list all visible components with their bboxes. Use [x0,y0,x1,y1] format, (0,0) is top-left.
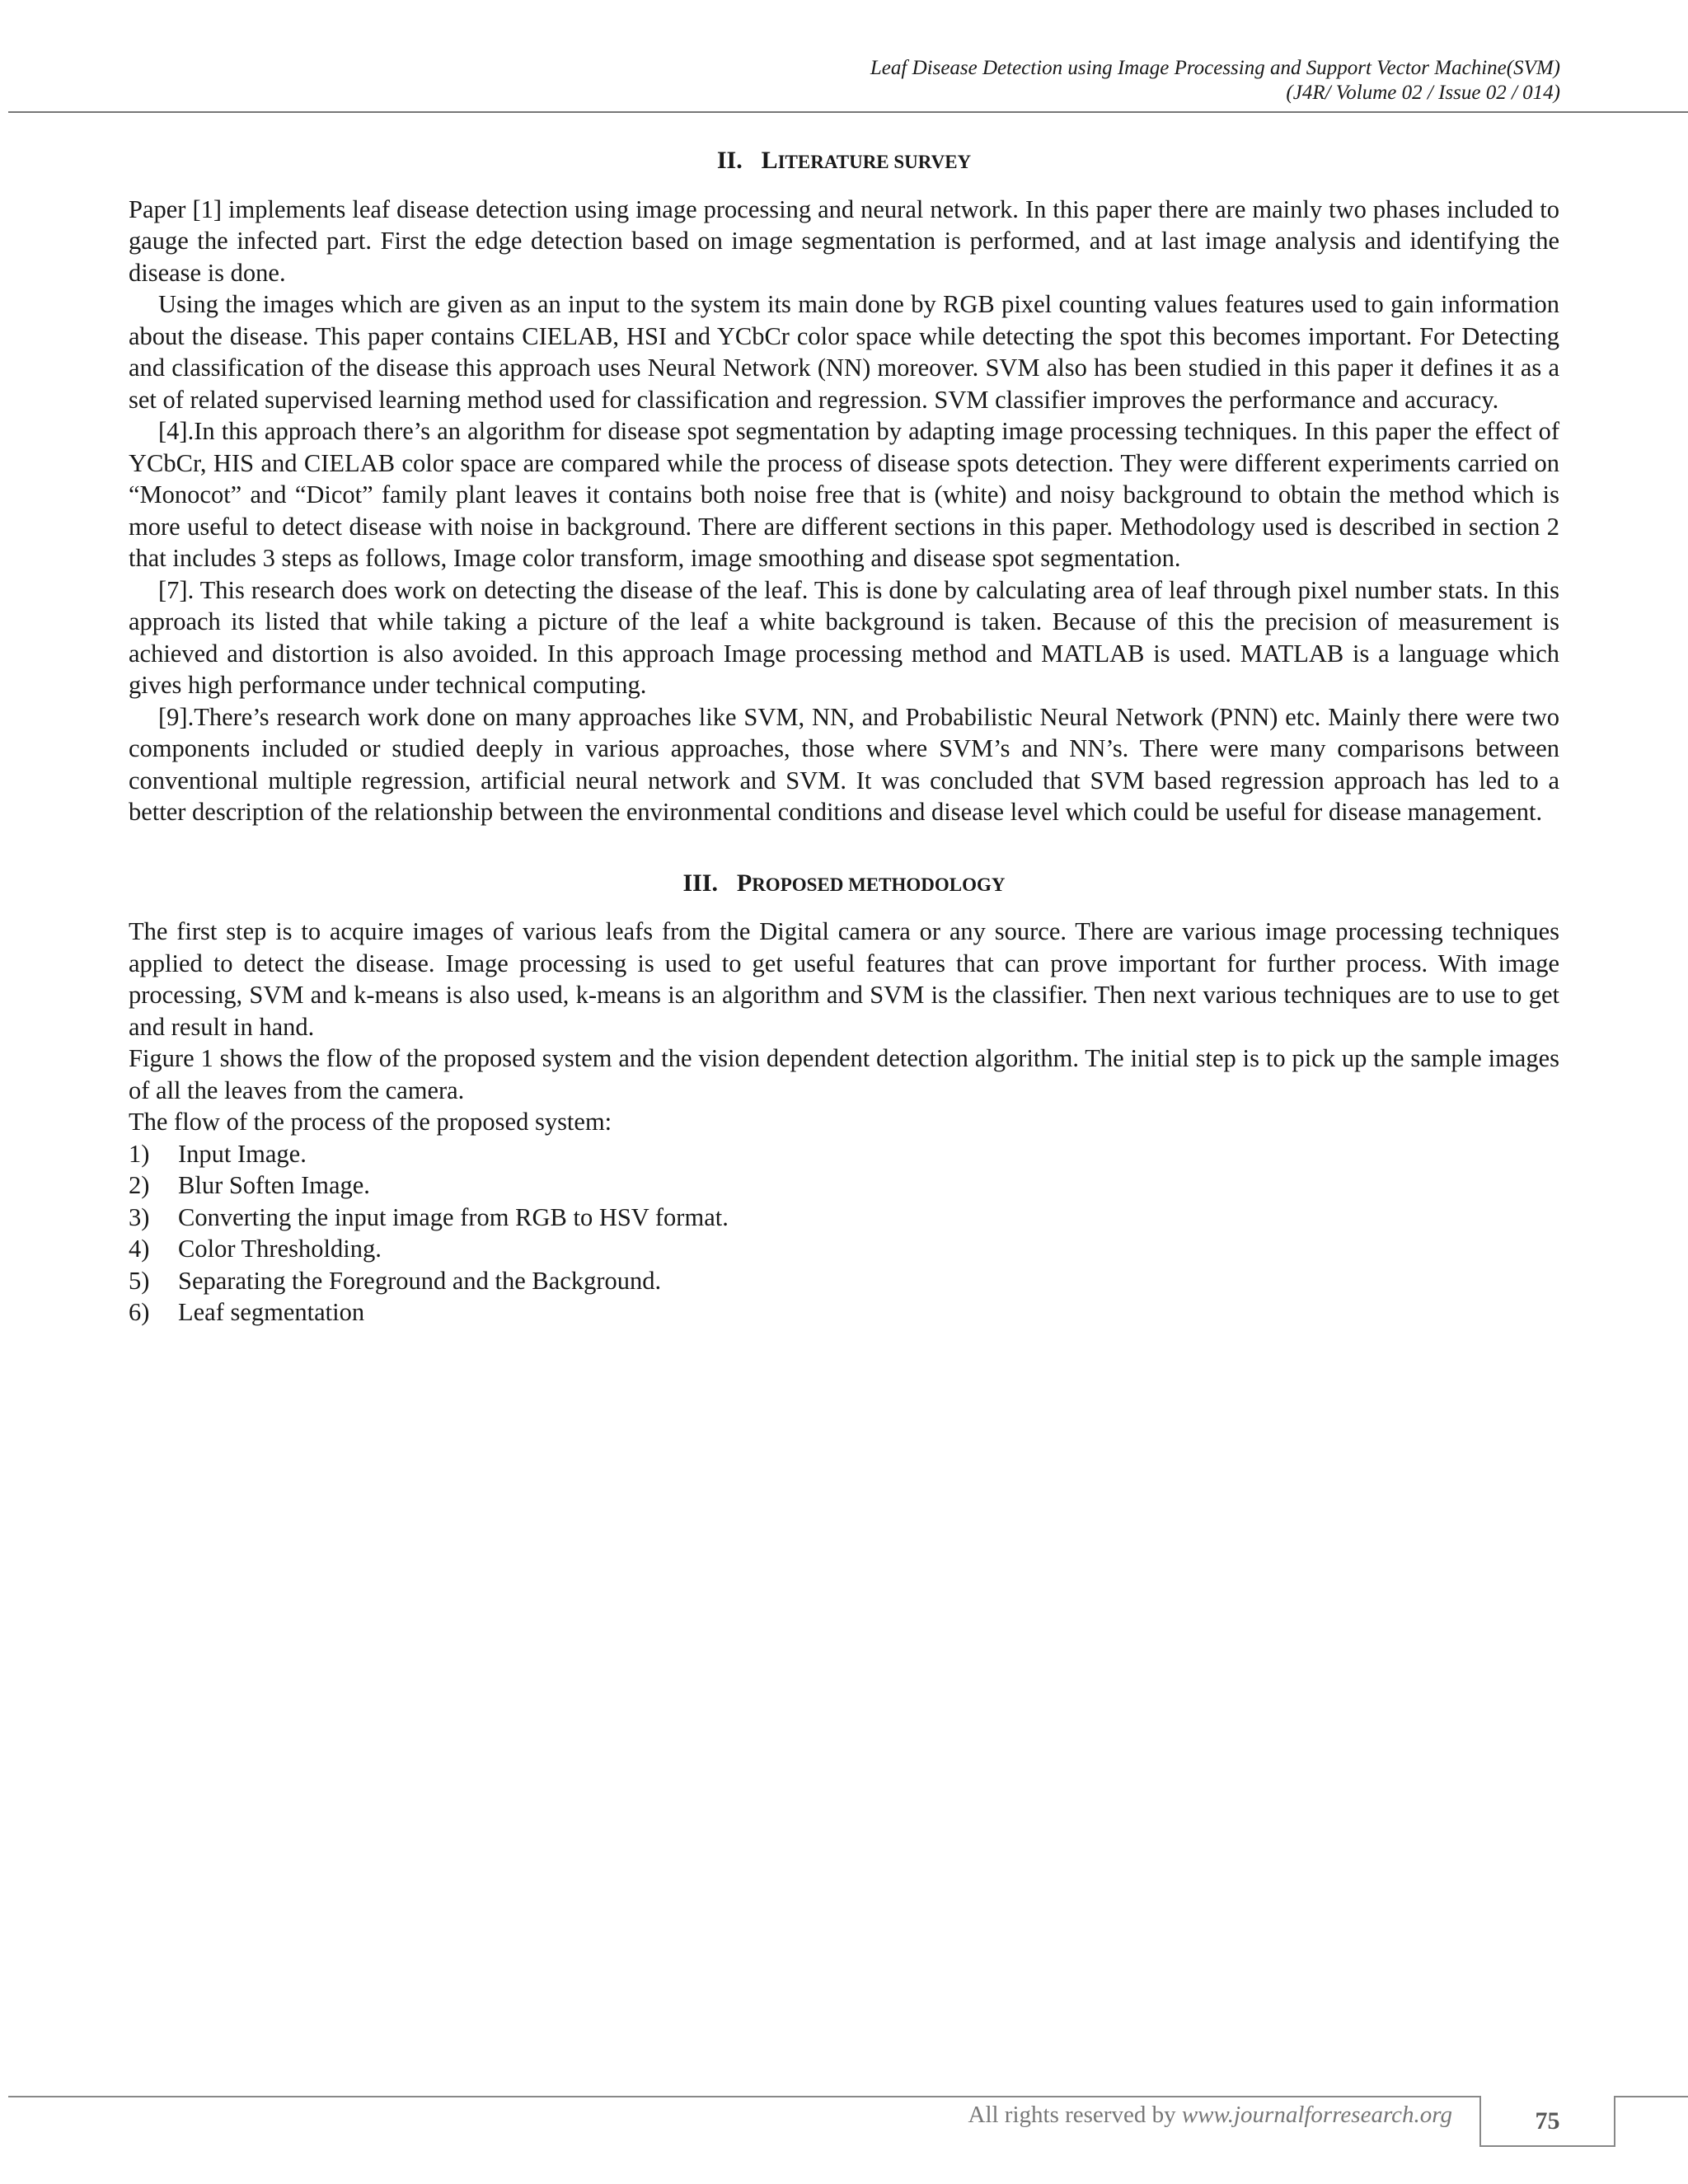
section-heading-proposed-methodology: III. PROPOSED METHODOLOGY [682,869,1006,897]
running-header [0,56,1560,105]
page-number: 75 [1479,2096,1615,2147]
footer-divider-left [8,2096,1479,2097]
list-item: 6) Leaf segmentation [129,1298,365,1326]
paragraph: The first step is to acquire images of various leafs from the Digital camera or any source. There are various image processing techniques applied to detect the disease. Image processing is used to get useful features that can prove important for further process. With image processing, SVM and k-means is also used, k-means is an algorithm and SVM is the classifier. Then next various techniques are to use to get and result in hand. [129,917,1559,1041]
list-item: 3) Converting the input image from RGB to HSV format. [129,1202,729,1231]
section-heading-literature-survey: II. LITERATURE SURVEY [716,147,972,174]
paragraph: Paper [1] implements leaf disease detection using image processing and neural network. In this paper there are mainly two phases included to gauge the infected part. First the edge detection based on image segmentation is performed, and at last image analysis and identifying the disease is done. [129,194,1559,287]
paragraph: Figure 1 shows the flow of the proposed system and the vision dependent detection algorithm. The initial step is to pick up the sample images of all the leaves from the camera. [129,1044,1559,1104]
paragraph: [4].In this approach there’s an algorithm for disease spot segmentation by adapting image processing techniques. In this paper the effect of YCbCr, HIS and CIELAB color space are compared while the process of disease spots detection. They were different experiments carried on “Monocot” and “Dicot” family plant leaves it contains both noise free that is (white) and noisy background to obtain the method which is more useful to detect disease with noise in background. There are different sections in this paper. Methodology used is described in section 2 that includes 3 steps as follows, Image color transform, image smoothing and disease spot segmentation. [129,417,1559,572]
list-item: 4) Color Thresholding. [129,1235,382,1263]
page-body [129,140,1559,1329]
header-title: Leaf Disease Detection using Image Processing and Support Vector Machine(SVM) [870,57,1560,79]
paragraph: [9].There’s research work done on many approaches like SVM, NN, and Probabilistic Neural Network (PNN) etc. Mainly there were two components included or studied deeply in various approaches, those where SVM’s and NN’s. There were many comparisons between conventional multiple regression, artificial neural network and SVM. It was concluded that SVM based regression approach has led to a better description of the relationship between the environmental conditions and disease level which could be useful for disease management. [129,702,1559,826]
paragraph: The flow of the process of the proposed system: [129,1108,612,1136]
paragraph: Using the images which are given as an input to the system its main done by RGB pixel counting values features used to gain information about the disease. This paper contains CIELAB, HSI and YCbCr color space while detecting the spot this becomes important. For Detecting and classification of the disease this approach uses Neural Network (NN) moreover. SVM also has been studied in this paper it defines it as a set of related supervised learning method used for classification and regression. SVM classifier improves the performance and accuracy. [129,290,1559,414]
list-item: 5) Separating the Foreground and the Background. [129,1266,662,1295]
header-divider [8,111,1688,113]
footer-divider-right [1615,2096,1688,2097]
copyright-notice: All rights reserved by www.journalforresearch.org [968,2102,1452,2128]
website-link[interactable]: www.journalforresearch.org [1181,2102,1452,2128]
header-issue: (J4R/ Volume 02 / Issue 02 / 014) [1286,82,1560,104]
process-steps-list [129,1138,1559,1329]
list-item: 1) Input Image. [129,1139,307,1168]
list-item: 2) Blur Soften Image. [129,1171,370,1199]
paragraph: [7]. This research does work on detecting the disease of the leaf. This is done by calculating area of leaf through pixel number stats. In this approach its listed that while taking a picture of the leaf a white background is taken. Because of this the precision of measurement is achieved and distortion is also avoided. In this approach Image processing method and MATLAB is used. MATLAB is a language which gives high performance under technical computing. [129,575,1559,699]
